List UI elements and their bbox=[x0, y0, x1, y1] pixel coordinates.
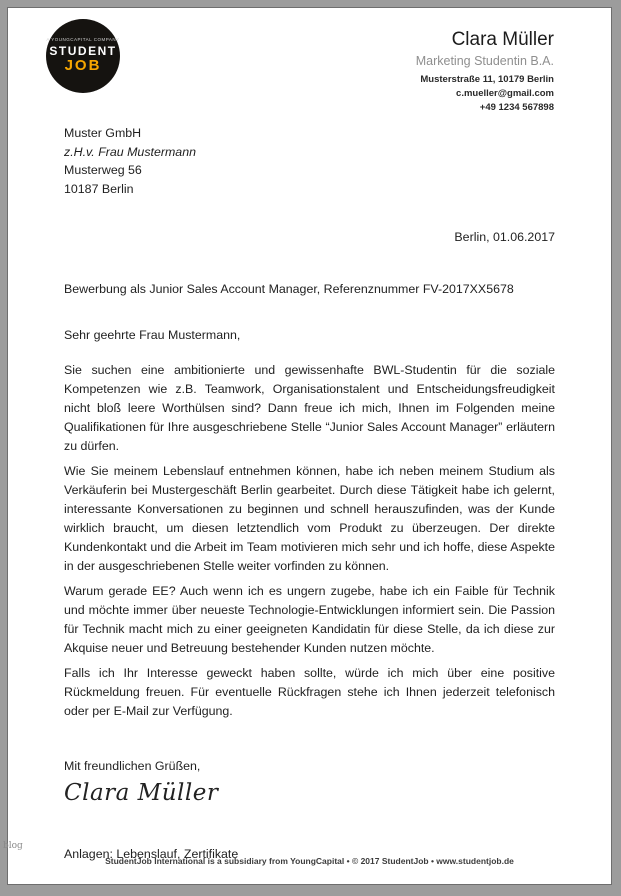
logo-job-text: JOB bbox=[64, 57, 102, 75]
letter-body bbox=[64, 8, 555, 864]
paragraph-4: Falls ich Ihr Interesse geweckt haben sollte, würde ich mich über eine positive Rückmeldung freuen. Für eventuelle Rückfragen stehe ich Ihnen jederzeit telefonisch oder per E-Mail zur Verfügung. bbox=[64, 666, 555, 718]
sender-name: Clara Müller bbox=[451, 29, 554, 50]
enclosures-line: Anlagen: Lebenslauf, Zertifikate bbox=[64, 847, 239, 861]
sender-address: Musterstraße 11, 10179 Berlin bbox=[420, 73, 554, 85]
paragraph-1: Sie suchen eine ambitionierte und gewissenhafte BWL-Studentin für die soziale Kompetenzen wie z.B. Teamwork, Organisationstalent und Entscheidungsfreudigkeit nicht bloß leere Worthülsen sind? Dann freue ich mich, Ihnen im Folgenden meine Qualifikationen für Ihre ausgeschriebene Stelle “Junior Sales Account Manager” erläutern zu dürfen. bbox=[64, 363, 555, 453]
paragraph-2: Wie Sie meinem Lebenslauf entnehmen können, habe ich neben meinem Studium als Verkäuferin bei Mustergeschäft Berlin gearbeitet. Durch diese Tätigkeit habe ich gelernt, interessante Konversationen zu beginnen und schnell herauszufinden, was der Kunde wirklich braucht, um diesen letztendlich vom Produkt zu überzeugen. Der direkte Kundenkontakt und die Arbeit im Team motivieren mich sehr und ich hoffe, diese Aspekte in der ausgeschriebenen Stelle weiter vorfinden zu können. bbox=[64, 464, 555, 573]
recipient-street: Musterweg 56 bbox=[64, 163, 142, 177]
recipient-attention: z.H.v. Frau Mustermann bbox=[64, 144, 196, 159]
date-line: Berlin, 01.06.2017 bbox=[454, 230, 555, 244]
sender-title: Marketing Studentin B.A. bbox=[415, 53, 554, 68]
sender-email: c.mueller@gmail.com bbox=[456, 88, 554, 99]
logo-student-text: STUDENT bbox=[49, 44, 117, 59]
signature: Clara Müller bbox=[64, 780, 219, 806]
paragraph-3: Warum gerade EE? Auch wenn ich es ungern zugebe, habe ich ein Faible für Technik und möchte immer über neueste Technologie-Entwicklungen informiert sein. Die Passion für Technik macht mich zu einer geeigneten Kandidatin für diese Stelle, da ich diese zur Akquise neuer und Betreuung bestehender Kunden nutzen möchte. bbox=[64, 584, 555, 655]
letter-page bbox=[7, 7, 612, 885]
sender-phone: +49 1234 567898 bbox=[479, 102, 554, 114]
footer-line: StudentJob International is a subsidiary from YoungCapital • © 2017 StudentJob • www.studentjob.de bbox=[105, 856, 514, 866]
watermark: blog bbox=[3, 841, 23, 851]
logo-company-line: A YOUNGCAPITAL COMPANY bbox=[46, 37, 120, 43]
salutation: Sehr geehrte Frau Mustermann, bbox=[64, 328, 241, 342]
subject-line: Bewerbung als Junior Sales Account Manager, Referenznummer FV-2017XX5678 bbox=[64, 282, 514, 296]
recipient-city: 10187 Berlin bbox=[64, 181, 134, 196]
recipient-company: Muster GmbH bbox=[64, 126, 142, 140]
recipient-block bbox=[64, 124, 555, 198]
closing-line: Mit freundlichen Grüßen, bbox=[64, 759, 201, 773]
